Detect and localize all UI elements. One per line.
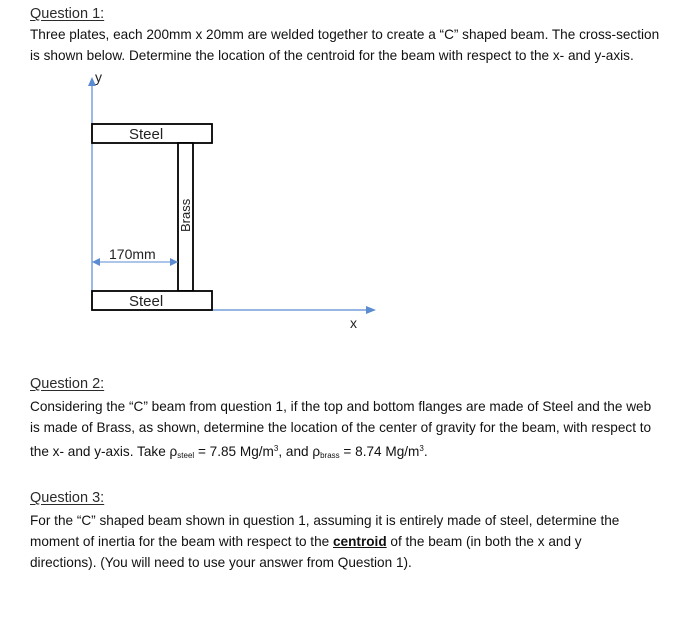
cubed-superscript-2: 3 (419, 444, 424, 453)
question-3-heading: Question 3: (30, 490, 105, 506)
bottom-plate-label: Steel (129, 293, 164, 310)
q3-text-b: of the beam (in both the x and y (386, 534, 582, 549)
q2-text-e: . (423, 444, 428, 459)
cubed-superscript-1: 3 (273, 444, 279, 453)
x-axis-label: x (350, 315, 357, 331)
centroid-emphasis: centroid (333, 534, 387, 549)
question-1-line-2: is shown below. Determine the location of the centroid for the beam with respect to the x- and y-axis. (30, 48, 634, 63)
q2-text-d: = 8.74 Mg/m (339, 444, 420, 459)
dimension-arrow-left (92, 258, 100, 266)
x-axis-arrowhead (366, 306, 376, 314)
question-3-text (30, 510, 680, 573)
question-3-line-2 (30, 531, 680, 552)
rho-brass-subscript: brass (320, 451, 340, 460)
question-3-line-3: directions). (You will need to use your answer from Question 1). (30, 555, 412, 570)
question-2-heading: Question 2: (30, 376, 105, 392)
question-2-line-1: Considering the “C” beam from question 1, if the top and bottom flanges are made of Steel and the web (30, 399, 652, 414)
dimension-label: 170mm (109, 246, 156, 262)
question-2-line-3 (30, 438, 680, 466)
y-axis-label: y (95, 69, 102, 85)
q3-text-a: moment of inertia for the beam with respect to the (30, 534, 333, 549)
question-1-line-1: Three plates, each 200mm x 20mm are welded together to create a “C” shaped beam. The cross-section (30, 27, 660, 42)
rho-steel-subscript: steel (177, 451, 195, 460)
dimension-arrow-right (170, 258, 178, 266)
question-2-text (30, 396, 680, 466)
q2-text-c: , and ρ (278, 444, 321, 459)
question-1-heading: Question 1: (30, 6, 105, 22)
web-label: Brass (178, 198, 193, 232)
q2-text-a: the x- and y-axis. Take ρ (30, 444, 178, 459)
question-2-line-2: is made of Brass, as shown, determine the location of the center of gravity for the beam, with respect to (30, 420, 652, 435)
top-plate-label: Steel (129, 126, 164, 143)
question-3-line-1: For the “C” shaped beam shown in question 1, assuming it is entirely made of steel, determine the (30, 513, 620, 528)
q2-text-b: = 7.85 Mg/m (194, 444, 274, 459)
